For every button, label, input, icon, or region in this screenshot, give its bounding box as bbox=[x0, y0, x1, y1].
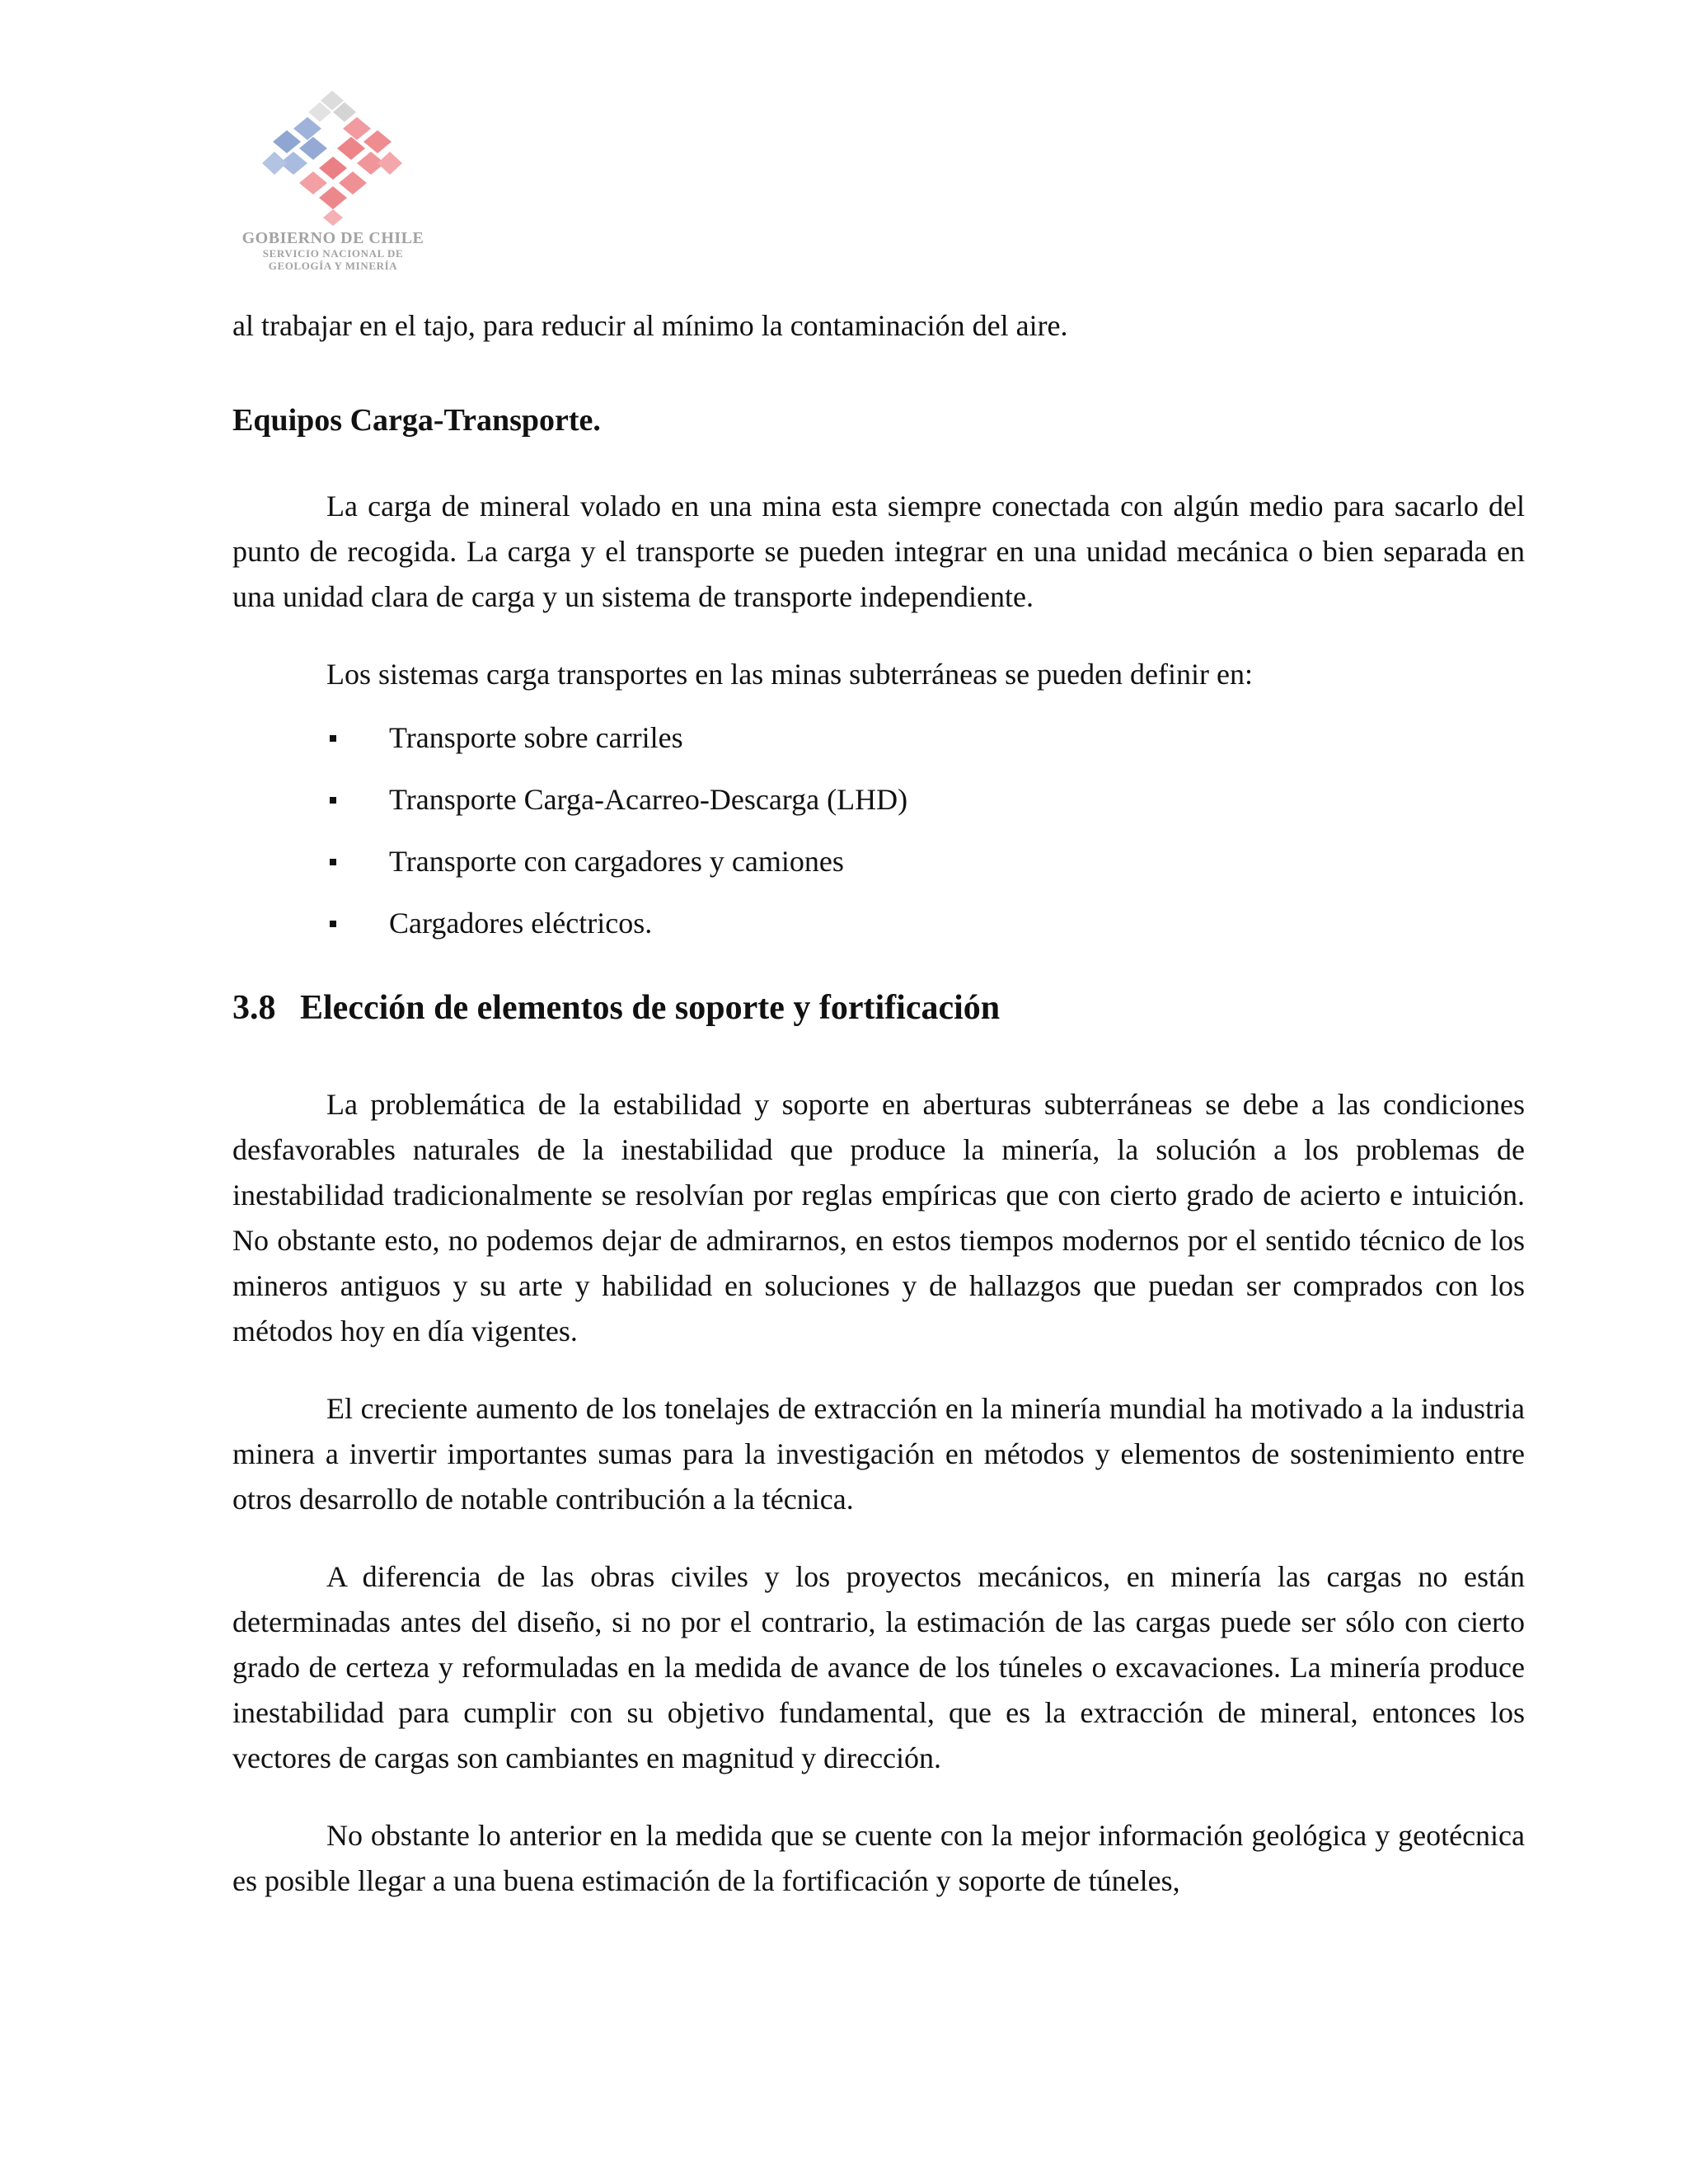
logo-caption bbox=[232, 229, 434, 273]
list-item bbox=[232, 777, 1525, 823]
paragraph-creciente: El creciente aumento de los tonelajes de extracción en la minería mundial ha motivado a la industria minera a invertir importantes sumas para la investigación en métodos y elementos de sostenimiento entre otros desarrollo de notable contribución a la técnica. bbox=[232, 1392, 1525, 1516]
bullet-icon bbox=[330, 735, 336, 742]
bullet-icon bbox=[330, 859, 336, 865]
list-item bbox=[232, 715, 1525, 761]
document-body bbox=[232, 303, 1525, 1904]
list-item bbox=[232, 839, 1525, 884]
paragraph-sistemas: Los sistemas carga transportes en las minas subterráneas se pueden definir en: bbox=[326, 658, 1253, 691]
list-item-text: Transporte con cargadores y camiones bbox=[389, 845, 844, 878]
list-item-text: Transporte sobre carriles bbox=[389, 721, 683, 754]
paragraph-no-obstante: No obstante lo anterior en la medida que se cuente con la mejor información geológica y geotécnica es posible llegar a una buena estimación de la fortificación y soporte de túneles, bbox=[232, 1819, 1525, 1897]
transport-list bbox=[232, 715, 1525, 946]
paragraph-diferencia: A diferencia de las obras civiles y los proyectos mecánicos, en minería las cargas no están determinadas antes del diseño, si no por el contrario, la estimación de las cargas puede ser sólo con cierto grado de certeza y reformuladas en la medida de avance de los túneles o excavaciones. La minería produce inestabilidad para cumplir con su objetivo fundamental, que es la extracción de mineral, entonces los vectores de cargas son cambiantes en magnitud y dirección. bbox=[232, 1560, 1525, 1774]
paragraph-carga-mineral: La carga de mineral volado en una mina esta siempre conectada con algún medio para sacarlo del punto de recogida. La carga y el transporte se pueden integrar en una unidad mecánica o bien separada en una unidad clara de carga y un sistema de transporte independiente. bbox=[232, 490, 1525, 613]
government-logo bbox=[232, 89, 434, 284]
paragraph-problematica: La problemática de la estabilidad y soporte en aberturas subterráneas se debe a las condiciones desfavorables naturales de la inestabilidad que produce la minería, la solución a los problemas de inestabilidad tradicionalmente se resolvían por reglas empíricas que con cierto grado de acierto e intuición. No obstante esto, no podemos dejar de admirarnos, en estos tiempos modernos por el sentido técnico de los mineros antiguos y su arte y habilidad en soluciones y de hallazgos que puedan ser comprados con los métodos hoy en día vigentes. bbox=[232, 1088, 1525, 1347]
section-title: Elección de elementos de soporte y fortificación bbox=[300, 989, 1001, 1027]
subheading-equipos: Equipos Carga-Transporte. bbox=[232, 403, 601, 438]
diamond-mosaic-icon bbox=[262, 89, 402, 227]
section-heading bbox=[232, 986, 1525, 1031]
logo-line-geology: GEOLOGÍA Y MINERÍA bbox=[268, 259, 398, 272]
list-item-text: Cargadores eléctricos. bbox=[389, 907, 653, 940]
section-number: 3.8 bbox=[232, 989, 276, 1027]
list-item bbox=[232, 901, 1525, 946]
list-item-text: Transporte Carga-Acarreo-Descarga (LHD) bbox=[389, 783, 908, 816]
bullet-icon bbox=[330, 797, 336, 804]
logo-line-service: SERVICIO NACIONAL DE bbox=[262, 247, 404, 260]
logo-line-government: GOBIERNO DE CHILE bbox=[241, 229, 424, 247]
bullet-icon bbox=[330, 921, 336, 927]
logo-blue-tiles bbox=[262, 117, 327, 175]
paragraph-continuation: al trabajar en el tajo, para reducir al mínimo la contaminación del aire. bbox=[232, 309, 1068, 342]
logo-white-tiles bbox=[308, 91, 356, 122]
